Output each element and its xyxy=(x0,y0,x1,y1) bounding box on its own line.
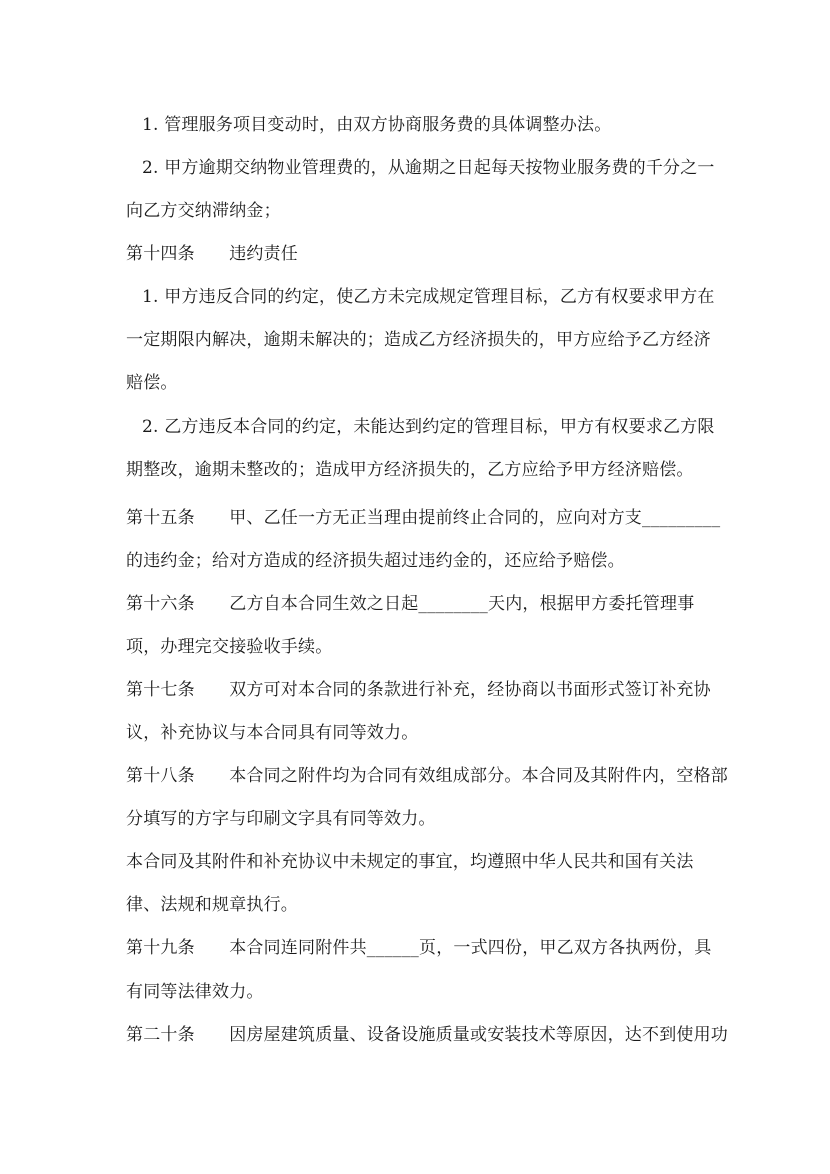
text-line: 第十九条 本合同连同附件共______页，一式四份，甲乙双方各执两份，具 xyxy=(126,938,712,958)
text-line: 期整改，逾期未整改的；造成甲方经济损失的，乙方应给予甲方经济赔偿。 xyxy=(126,460,694,480)
text-line: 一定期限内解决，逾期未解决的；造成乙方经济损失的，甲方应给予乙方经济 xyxy=(126,330,711,350)
text-line: 分填写的方字与印刷文字具有同等效力。 xyxy=(126,809,436,829)
text-line: 赔偿。 xyxy=(126,373,178,393)
text-line: 第十六条 乙方自本合同生效之日起________天内，根据甲方委托管理事 xyxy=(126,594,695,614)
text-line: 2. 甲方逾期交纳物业管理费的，从逾期之日起每天按物业服务费的千分之一 xyxy=(142,158,715,178)
text-line: 项，办理完交接验收手续。 xyxy=(126,637,333,657)
text-line: 议，补充协议与本合同具有同等效力。 xyxy=(126,723,419,743)
text-line: 第十八条 本合同之附件均为合同有效组成部分。本合同及其附件内，空格部 xyxy=(126,766,728,786)
text-line: 1. 管理服务项目变动时，由双方协商服务费的具体调整办法。 xyxy=(142,115,612,135)
text-line: 2. 乙方违反本合同的约定，未能达到约定的管理目标，甲方有权要求乙方限 xyxy=(142,417,715,437)
text-line: 第十七条 双方可对本合同的条款进行补充，经协商以书面形式签订补充协 xyxy=(126,680,711,700)
text-line: 第十五条 甲、乙任一方无正当理由提前终止合同的，应向对方支_________ xyxy=(126,508,721,528)
text-line: 1. 甲方违反合同的约定，使乙方未完成规定管理目标，乙方有权要求甲方在 xyxy=(142,287,715,307)
text-line: 向乙方交纳滞纳金； xyxy=(126,201,281,221)
text-line: 有同等法律效力。 xyxy=(126,982,264,1002)
text-line: 本合同及其附件和补充协议中未规定的事宜，均遵照中华人民共和国有关法 xyxy=(126,852,694,872)
text-line: 律、法规和规章执行。 xyxy=(126,895,298,915)
text-line: 第二十条 因房屋建筑质量、设备设施质量或安装技术等原因，达不到使用功 xyxy=(126,1025,728,1045)
section-heading: 第十四条 违约责任 xyxy=(126,244,298,264)
text-line: 的违约金；给对方造成的经济损失超过违约金的，还应给予赔偿。 xyxy=(126,551,625,571)
